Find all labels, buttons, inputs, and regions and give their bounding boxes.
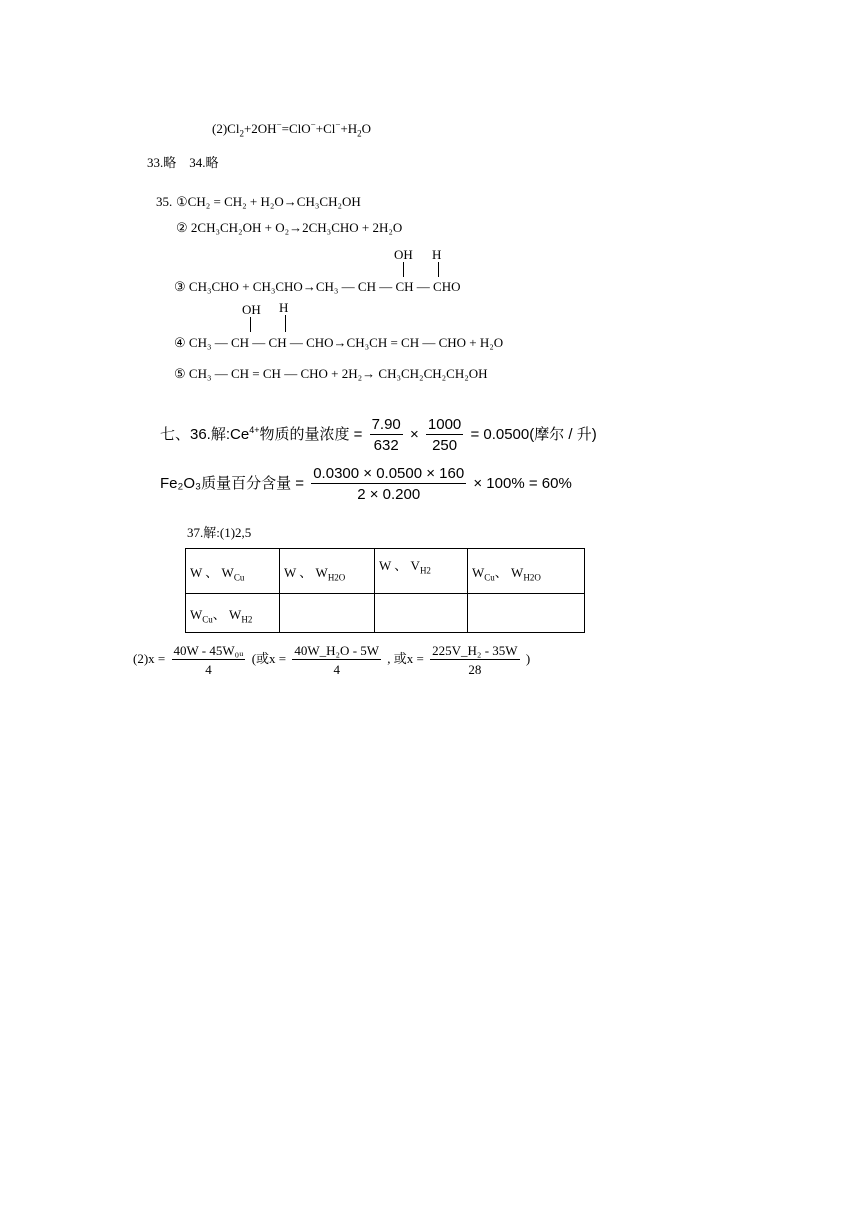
q36-fraction-2: $\frac{1000}{250}$: [427, 416, 462, 454]
q35-reaction-3: ③ CH₃CHO + CH₃CHO→CH₃ — CH — CH — CHO: [174, 279, 461, 294]
q35-reaction-4: ④ CH₃ — CH — CH — CHO→CH₃CH = CH — CHO + H₂O: [174, 335, 504, 350]
q37-header: 37.解:(1)2,5: [187, 525, 252, 540]
table-cell: [375, 594, 468, 633]
q35-r4-oh: OH: [242, 302, 261, 317]
q35-r4-bond-2: [285, 315, 286, 332]
q36-fraction-1: $\frac{7.90}{632}$: [371, 416, 401, 454]
q35-reaction-5: ⑤ CH₃ — CH = CH — CHO + 2H₂→ CH₃CH₂CH₂CH₂OH: [174, 366, 488, 381]
equation-cl2: $(2)Cl_2+2OH^-=ClO^-+Cl^-+H_2O$: [212, 119, 372, 139]
table-cell: $W_{Cu}$、 $W_{H2}$: [186, 594, 280, 633]
q35-r3-h: H: [432, 247, 442, 262]
q35-label: 35.: [156, 194, 173, 209]
q37-fraction-2: $\frac{\text{40W\_H₂O - 5W}}{4}$: [294, 643, 380, 677]
table-cell: $W_{Cu}$、 $W_{H2O}$: [468, 549, 585, 594]
table-row: [186, 549, 585, 594]
q35-r4-h: H: [279, 300, 289, 315]
q35-reaction-2: ② 2CH₃CH₂OH + O₂→2CH₃CHO + 2H₂O: [176, 220, 403, 235]
q37-fraction-3: $\frac{\text{225V\_H₂ - 35W}}{28}$: [432, 643, 518, 677]
table-row: [186, 594, 585, 633]
table-cell: [280, 594, 375, 633]
q37-fraction-1: $\frac{\text{40W - 45W₀ᵤ}}{4}$: [173, 643, 244, 677]
q36-line-2: Fe₂O₃质量百分含量 = $\frac{0.0300 \times 0.0500 \times 160}{2 \times 0.200}$ × 100% = 60%: [160, 465, 572, 503]
answer-33-34: 33.略 34.略: [147, 155, 219, 170]
q35-r3-bond-1: [403, 262, 404, 277]
q35-r3-oh: OH: [394, 247, 413, 262]
table-cell: W 、 $W_{Cu}$: [186, 549, 280, 594]
table-cell: W 、 $V_{H2}$: [375, 549, 468, 594]
q37-table: [185, 548, 585, 633]
q35-r4-bond-1: [250, 317, 251, 332]
q37-part-2: (2)x = $\frac{\text{40W - 45W₀ᵤ}}{4}$ (或x = $\frac{\text{40W\_H₂O - 5W}}{4}$ , 或x = $\frac{\text{225V\_H₂ - 35W}}{28}$ ): [133, 643, 531, 677]
table-cell: W 、 $W_{H2O}$: [280, 549, 375, 594]
q35-r3-bond-2: [438, 262, 439, 277]
q36-fraction-3: $\frac{0.0300 \times 0.0500 \times 160}{2 \times 0.200}$: [313, 465, 465, 503]
q36-line-1: 七、36.解$:Ce^{4+}$物质的量浓度 = $\frac{7.90}{632}$ × $\frac{1000}{250}$ = 0.0500(摩尔 / 升): [160, 416, 597, 454]
table-cell: [468, 594, 585, 633]
q35-reaction-1: ①CH₂ = CH₂ + H₂O→CH₃CH₂OH: [176, 194, 361, 209]
